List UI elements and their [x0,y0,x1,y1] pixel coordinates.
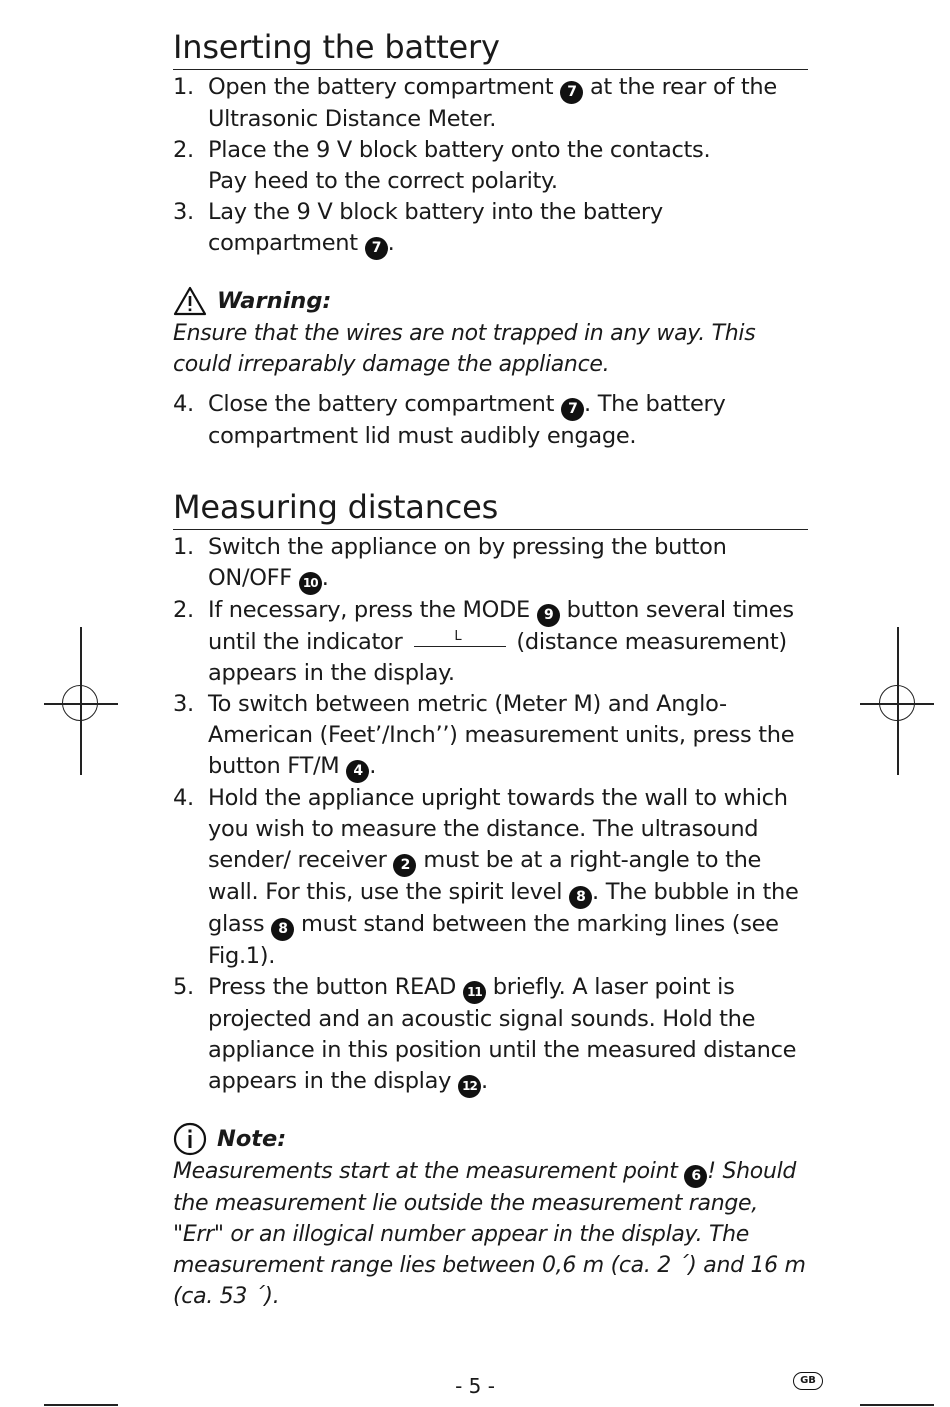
info-icon [173,1122,207,1156]
list-item [173,72,808,135]
part-number-badge: 7 [560,81,583,104]
part-number-badge: 6 [684,1165,707,1188]
list-item [173,972,808,1098]
step-number: 2. [173,597,194,623]
list-item [173,532,808,595]
list-item [173,783,808,972]
step-number: 5. [173,974,194,1000]
step-text: . [387,230,395,256]
note-title [173,1122,808,1156]
section-title-inserting-battery: Inserting the battery [173,27,808,70]
part-number-badge: 10 [299,572,322,595]
list-item [173,389,808,452]
part-number-badge: 2 [393,854,416,877]
part-number-badge: 12 [458,1075,481,1098]
section-title-measuring-distances: Measuring distances [173,487,808,530]
step-text: To switch between metric (Meter M) and Anglo-American (Feet’/Inch’’) measurement units, press the button FT/M [208,691,795,779]
step-text: Pay heed to the correct polarity. [208,168,558,194]
crop-mark-bottom-left [44,1404,118,1406]
list-item [173,197,808,260]
step-text: (distance measurement) appears in the display. [208,629,787,686]
list-item [173,689,808,783]
measuring-steps [173,532,808,1098]
battery-steps-continued [173,389,808,452]
page-content [173,0,808,1312]
registration-mark-left [62,685,98,721]
step-text: Press the button READ [208,974,463,1000]
step-number: 2. [173,137,194,163]
part-number-badge: 7 [365,237,388,260]
step-text: Place the 9 V block battery onto the contacts. [208,137,711,163]
registration-mark-right [879,685,915,721]
step-text: at the rear of the Ultrasonic Distance Meter. [208,74,777,132]
distance-indicator-icon [414,629,506,647]
crop-mark-bottom-right [860,1404,934,1406]
step-text: must stand between the marking lines (see Fig.1). [208,911,779,969]
part-number-badge: 8 [271,918,294,941]
note-text-part: ! Should the measurement lie outside the measurement range, "Err" or an illogical number appear in the display. The measurement range lies between 0,6 m (ca. 2 ´) and 16 m (ca. 53 ´). [173,1159,806,1309]
step-text: Switch the appliance on by pressing the button ON/OFF [208,534,727,591]
step-text: . [321,565,329,591]
list-item [173,135,808,197]
warning-text: Ensure that the wires are not trapped in any way. This could irreparably damage the appliance. [173,321,756,377]
note-label: Note: [217,1126,287,1152]
step-number: 3. [173,199,194,225]
warning-box [173,284,808,380]
step-text: Close the battery compartment [208,391,561,417]
step-text: Open the battery compartment [208,74,561,100]
part-number-badge: 7 [561,398,584,421]
step-text: briefly. A laser point is projected and an acoustic signal sounds. Hold the appliance in this position until the measured distance appears in the display [208,974,797,1094]
step-number: 4. [173,391,194,417]
indicator-glyph: L [454,629,462,644]
part-number-badge: 11 [463,981,486,1004]
step-text: If necessary, press the MODE [208,597,537,623]
step-text: . The battery compartment lid must audibly engage. [208,391,726,449]
step-text: must be at a right-angle to the wall. For this, use the spirit level [208,847,762,905]
step-number: 1. [173,534,194,560]
warning-title [173,284,808,318]
note-text [173,1156,808,1312]
part-number-badge: 4 [346,760,369,783]
step-text: . [369,753,377,779]
part-number-badge: 8 [569,886,592,909]
step-text: button several times until the indicator [208,597,794,655]
language-badge: GB [793,1372,823,1390]
battery-steps [173,72,808,260]
step-text: . The bubble in the glass [208,879,799,937]
list-item [173,595,808,689]
step-text: Lay the 9 V block battery into the battery compartment [208,199,663,256]
note-box [173,1122,808,1312]
step-number: 4. [173,785,194,811]
warning-label: Warning: [217,288,332,314]
page-number: - 5 - [455,1374,495,1398]
step-text: Hold the appliance upright towards the wall to which you wish to measure the distance. The ultrasound sender/ receiver [208,785,788,873]
note-text-part: Measurements start at the measurement point [173,1159,685,1184]
step-text: . [481,1068,488,1094]
part-number-badge: 9 [537,604,560,627]
step-number: 3. [173,691,194,717]
warning-triangle-icon [173,286,207,316]
step-number: 1. [173,74,194,100]
